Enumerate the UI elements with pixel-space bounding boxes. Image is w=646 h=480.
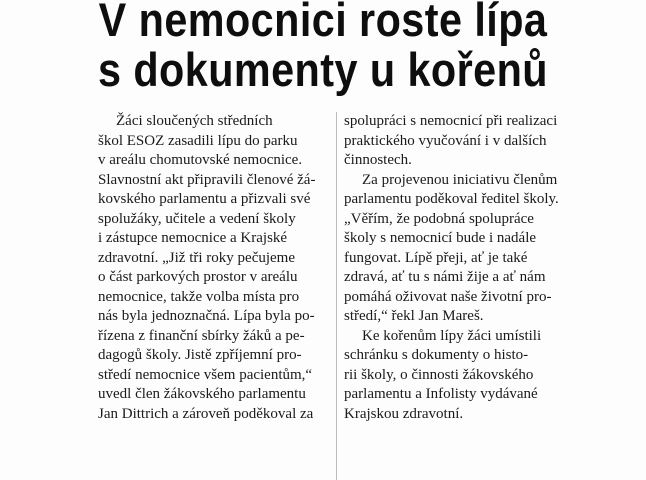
text-line: činnostech.	[344, 152, 412, 168]
article-column-left	[98, 112, 334, 424]
text-line: v areálu chomutovské nemocnice.	[98, 152, 303, 168]
text-line: středí nemocnice všem pacientům,“	[98, 366, 313, 383]
text-line: Slavnostní akt připravili členové žá-	[98, 171, 316, 188]
text-line: parlamentu a Infolisty vydávané	[344, 386, 538, 402]
text-line: Krajskou zdravotní.	[344, 405, 464, 422]
text-line: středí,“ řekl Jan Mareš.	[344, 308, 484, 324]
text-line: nemocnice, takže volba místa pro	[98, 288, 300, 305]
text-line: „Věřím, že podobná spolupráce	[344, 210, 534, 227]
text-line: zdravotní. „Již tři roky pečujeme	[98, 249, 296, 266]
text-line: uvedl člen žákovského parlamentu	[98, 386, 306, 402]
text-line: praktického vyučování i v dalších	[344, 132, 547, 149]
text-line: Ke kořenům lípy žáci umístili	[362, 327, 542, 344]
text-line: o část parkových prostor v areálu	[98, 269, 298, 285]
headline-line-1: V nemocnici roste lípa	[98, 0, 548, 46]
text-line: fungovat. Lípě přeji, ať je také	[344, 249, 528, 266]
text-line: parlamentu poděkoval ředitel školy.	[344, 191, 559, 207]
headline-line-2: s dokumenty u kořenů	[97, 43, 549, 96]
text-line: nás byla jednoznačná. Lípa byla po-	[98, 308, 315, 324]
column-divider	[336, 112, 337, 480]
text-line: Žáci sloučených středních	[116, 113, 273, 129]
text-line: školy s nemocnicí bude i nadále	[344, 230, 537, 246]
text-line: spolužáky, učitele a vedení školy	[98, 210, 296, 227]
text-line: schránku s dokumenty o histo-	[344, 347, 529, 363]
text-line: řízena z finanční sbírky žáků a pe-	[98, 327, 305, 344]
text-line: dagogů školy. Jistě zpříjemní pro-	[98, 347, 302, 363]
text-line: škol ESOZ zasadili lípu do parku	[98, 132, 298, 149]
text-line: rii školy, o činnosti žákovského	[344, 366, 534, 383]
text-line: spolupráci s nemocnicí při realizaci	[344, 113, 558, 129]
text-line: kovského parlamentu a přizvali své	[98, 191, 311, 207]
text-line: Jan Dittrich a zároveň poděkoval za	[98, 405, 314, 422]
article-column-right	[344, 112, 614, 424]
text-line: Za projevenou iniciativu členům	[362, 171, 558, 188]
text-line: i zástupce nemocnice a Krajské	[98, 230, 288, 246]
text-line: zdravá, ať tu s námi žije a ať nám	[344, 269, 546, 285]
text-line: pomáhá oživovat naše životní pro-	[344, 288, 552, 305]
